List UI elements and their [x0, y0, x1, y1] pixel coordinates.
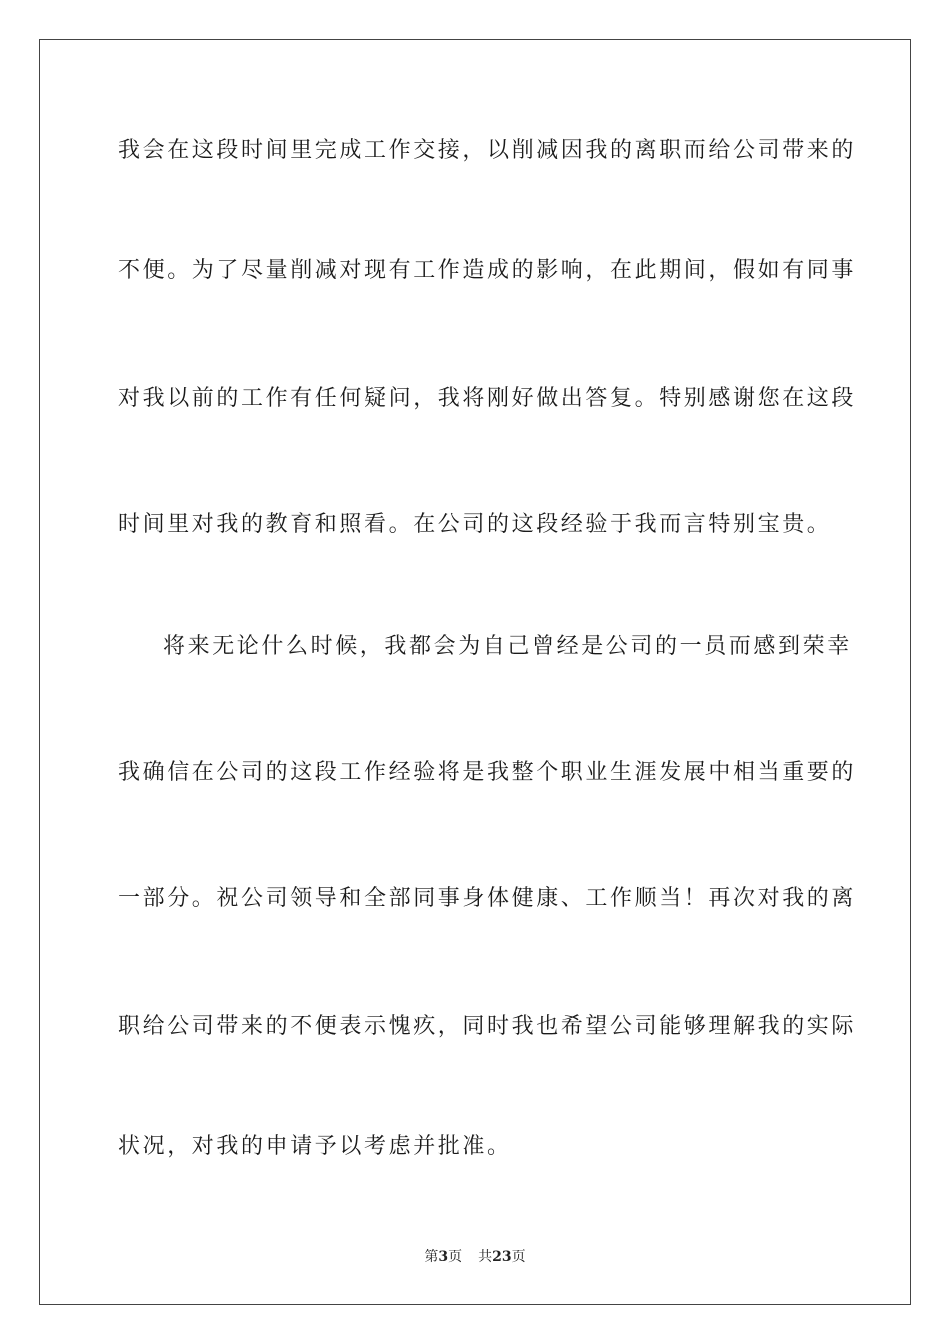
page-prefix: 第 [424, 1249, 439, 1265]
paragraph-line-8: 职给公司带来的不便表示愧疚，同时我也希望公司能够理解我的实际 [118, 1014, 857, 1039]
paragraph-line-3: 对我以前的工作有任何疑问，我将刚好做出答复。特别感谢您在这段 [118, 386, 857, 411]
page-border [39, 39, 911, 1305]
paragraph-line-9: 状况，对我的申请予以考虑并批准。 [118, 1134, 512, 1159]
total-prefix: 共 [478, 1249, 493, 1265]
total-pages: 23 [492, 1249, 512, 1265]
paragraph-line-1: 我会在这段时间里完成工作交接，以削减因我的离职而给公司带来的 [118, 138, 857, 163]
page-footer [0, 1248, 950, 1266]
page-suffix: 页 [448, 1249, 463, 1265]
paragraph-line-6: 我确信在公司的这段工作经验将是我整个职业生涯发展中相当重要的 [118, 760, 857, 785]
page-number: 3 [438, 1249, 449, 1265]
paragraph-line-7: 一部分。祝公司领导和全部同事身体健康、工作顺当！再次对我的离 [118, 886, 857, 911]
total-suffix: 页 [511, 1249, 526, 1265]
paragraph-line-5: 将来无论什么时候，我都会为自己曾经是公司的一员而感到荣幸 [163, 634, 852, 659]
paragraph-line-4: 时间里对我的教育和照看。在公司的这段经验于我而言特别宝贵。 [118, 512, 832, 537]
paragraph-line-2: 不便。为了尽量削减对现有工作造成的影响，在此期间，假如有同事 [118, 258, 857, 283]
